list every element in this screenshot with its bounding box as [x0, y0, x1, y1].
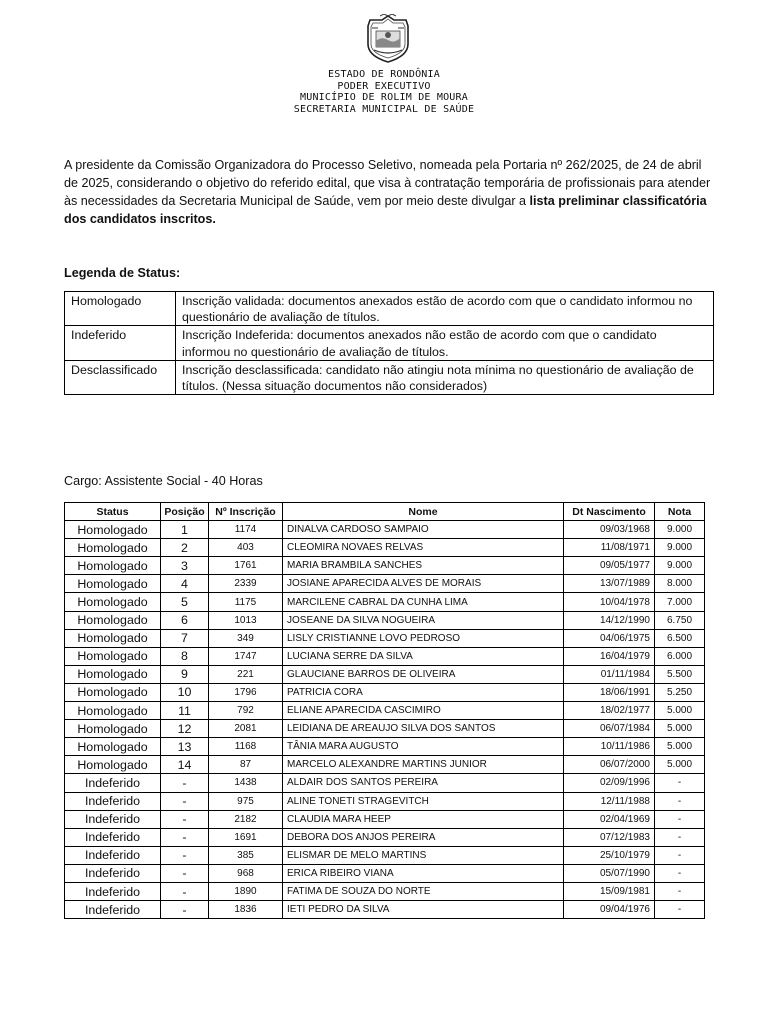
table-row	[65, 647, 705, 665]
cell-status: Indeferido	[65, 901, 161, 919]
cell-score: 9.000	[655, 539, 705, 557]
cell-status: Homologado	[65, 521, 161, 539]
header-line-power: PODER EXECUTIVO	[337, 80, 431, 92]
cell-name: ERICA RIBEIRO VIANA	[283, 864, 564, 882]
cell-name: ALINE TONETI STRAGEVITCH	[283, 792, 564, 810]
cell-registration: 1836	[209, 901, 283, 919]
cell-name: GLAUCIANE BARROS DE OLIVEIRA	[283, 665, 564, 683]
cell-position: 13	[161, 738, 209, 756]
cell-birth-date: 05/07/1990	[564, 864, 655, 882]
cell-registration: 1691	[209, 828, 283, 846]
cell-birth-date: 02/04/1969	[564, 810, 655, 828]
cell-status: Homologado	[65, 683, 161, 701]
header-line-municipality: MUNICÍPIO DE ROLIM DE MOURA	[300, 92, 468, 103]
cell-score: -	[655, 901, 705, 919]
cell-registration: 2182	[209, 810, 283, 828]
table-row	[65, 629, 705, 647]
cell-status: Indeferido	[65, 810, 161, 828]
table-row	[65, 575, 705, 593]
header-line-secretariat: SECRETARIA MUNICIPAL DE SAÚDE	[293, 103, 475, 115]
table-row	[65, 846, 705, 864]
legend-title: Legenda de Status:	[64, 266, 181, 280]
cell-score: -	[655, 792, 705, 810]
table-row	[65, 901, 705, 919]
cell-status: Homologado	[65, 738, 161, 756]
cell-status: Indeferido	[65, 882, 161, 900]
cell-score: -	[655, 810, 705, 828]
cell-birth-date: 10/04/1978	[564, 593, 655, 611]
cell-birth-date: 06/07/1984	[564, 720, 655, 738]
cell-name: CLEOMIRA NOVAES RELVAS	[283, 539, 564, 557]
legend-description: Inscrição Indeferida: documentos anexados não estão de acordo com que o candidato informou no questionário de avaliação de títulos.	[176, 326, 714, 360]
cell-name: FATIMA DE SOUZA DO NORTE	[283, 882, 564, 900]
cell-score: 5.000	[655, 738, 705, 756]
cell-name: MARIA BRAMBILA SANCHES	[283, 557, 564, 575]
table-row	[65, 702, 705, 720]
cell-registration: 1174	[209, 521, 283, 539]
cell-score: 8.000	[655, 575, 705, 593]
cell-birth-date: 06/07/2000	[564, 756, 655, 774]
cell-birth-date: 16/04/1979	[564, 647, 655, 665]
cell-registration: 1890	[209, 882, 283, 900]
cell-position: 12	[161, 720, 209, 738]
legend-description: Inscrição validada: documentos anexados estão de acordo com que o candidato informou no questionário de avaliação de títulos.	[176, 292, 714, 326]
table-row	[65, 720, 705, 738]
cell-name: ELISMAR DE MELO MARTINS	[283, 846, 564, 864]
cell-score: 7.000	[655, 593, 705, 611]
cell-registration: 221	[209, 665, 283, 683]
legend-status: Indeferido	[65, 326, 176, 360]
cell-score: 9.000	[655, 557, 705, 575]
table-row	[65, 828, 705, 846]
cell-status: Homologado	[65, 629, 161, 647]
cell-registration: 1747	[209, 647, 283, 665]
cell-registration: 349	[209, 629, 283, 647]
cell-registration: 1796	[209, 683, 283, 701]
column-header-score: Nota	[655, 503, 705, 521]
legend-description: Inscrição desclassificada: candidato não atingiu nota mínima no questionário de avaliação de títulos. (Nessa situação documentos não considerados)	[176, 360, 714, 394]
cell-birth-date: 09/05/1977	[564, 557, 655, 575]
cell-status: Homologado	[65, 593, 161, 611]
cell-name: IETI PEDRO DA SILVA	[283, 901, 564, 919]
cell-score: -	[655, 864, 705, 882]
cell-name: ALDAIR DOS SANTOS PEREIRA	[283, 774, 564, 792]
cell-status: Indeferido	[65, 792, 161, 810]
cell-status: Homologado	[65, 720, 161, 738]
cell-birth-date: 25/10/1979	[564, 846, 655, 864]
table-row	[65, 774, 705, 792]
cell-status: Indeferido	[65, 774, 161, 792]
cell-score: 5.000	[655, 756, 705, 774]
cell-score: 5.250	[655, 683, 705, 701]
document-header	[0, 69, 768, 115]
column-header-name: Nome	[283, 503, 564, 521]
cell-position: -	[161, 882, 209, 900]
job-position-title: Cargo: Assistente Social - 40 Horas	[64, 474, 263, 488]
cell-position: 7	[161, 629, 209, 647]
cell-status: Homologado	[65, 611, 161, 629]
cell-registration: 87	[209, 756, 283, 774]
cell-name: PATRICIA CORA	[283, 683, 564, 701]
cell-score: 5.000	[655, 702, 705, 720]
cell-score: -	[655, 846, 705, 864]
cell-birth-date: 02/09/1996	[564, 774, 655, 792]
cell-position: 14	[161, 756, 209, 774]
intro-text: A presidente da Comissão Organizadora do Processo Seletivo, nomeada pela Portaria nº 262/2025, de 24 de abril de 2025, considerando o objetivo do referido edital, que visa à contratação temporária de profissionais para atender às necessidades da Secretaria Municipal de Saúde, vem por meio deste divulgar a	[64, 158, 711, 208]
cell-registration: 385	[209, 846, 283, 864]
cell-status: Indeferido	[65, 828, 161, 846]
table-row	[65, 864, 705, 882]
cell-name: CLAUDIA MARA HEEP	[283, 810, 564, 828]
column-header-position: Posição	[161, 503, 209, 521]
cell-position: 3	[161, 557, 209, 575]
cell-registration: 975	[209, 792, 283, 810]
table-row	[65, 521, 705, 539]
cell-score: 9.000	[655, 521, 705, 539]
cell-birth-date: 18/02/1977	[564, 702, 655, 720]
cell-status: Indeferido	[65, 864, 161, 882]
cell-name: JOSEANE DA SILVA NOGUEIRA	[283, 611, 564, 629]
cell-birth-date: 09/03/1968	[564, 521, 655, 539]
cell-birth-date: 04/06/1975	[564, 629, 655, 647]
cell-position: 6	[161, 611, 209, 629]
cell-status: Homologado	[65, 702, 161, 720]
intro-bold-text: lista preliminar classificatória dos candidatos inscritos.	[64, 194, 707, 226]
cell-status: Homologado	[65, 647, 161, 665]
cell-position: -	[161, 774, 209, 792]
coat-of-arms-seal	[364, 14, 412, 64]
cell-birth-date: 18/06/1991	[564, 683, 655, 701]
cell-birth-date: 12/11/1988	[564, 792, 655, 810]
cell-birth-date: 01/11/1984	[564, 665, 655, 683]
legend-row	[65, 360, 714, 394]
cell-position: -	[161, 901, 209, 919]
cell-status: Homologado	[65, 665, 161, 683]
legend-status: Desclassificado	[65, 360, 176, 394]
cell-position: -	[161, 828, 209, 846]
cell-name: DEBORA DOS ANJOS PEREIRA	[283, 828, 564, 846]
cell-name: TÂNIA MARA AUGUSTO	[283, 738, 564, 756]
cell-registration: 2339	[209, 575, 283, 593]
cell-registration: 968	[209, 864, 283, 882]
table-row	[65, 539, 705, 557]
cell-name: MARCILENE CABRAL DA CUNHA LIMA	[283, 593, 564, 611]
legend-row	[65, 292, 714, 326]
cell-score: -	[655, 828, 705, 846]
table-header-row	[65, 503, 705, 521]
cell-score: -	[655, 774, 705, 792]
cell-birth-date: 15/09/1981	[564, 882, 655, 900]
cell-birth-date: 09/04/1976	[564, 901, 655, 919]
table-row	[65, 810, 705, 828]
table-row	[65, 683, 705, 701]
cell-position: 4	[161, 575, 209, 593]
cell-position: -	[161, 810, 209, 828]
cell-name: JOSIANE APARECIDA ALVES DE MORAIS	[283, 575, 564, 593]
table-row	[65, 611, 705, 629]
cell-position: 1	[161, 521, 209, 539]
cell-registration: 1761	[209, 557, 283, 575]
cell-registration: 1438	[209, 774, 283, 792]
table-row	[65, 738, 705, 756]
cell-position: 8	[161, 647, 209, 665]
cell-score: 6.750	[655, 611, 705, 629]
table-row	[65, 665, 705, 683]
cell-status: Homologado	[65, 756, 161, 774]
table-body	[65, 521, 705, 919]
header-line-state: ESTADO DE RONDÔNIA	[328, 69, 440, 80]
table-row	[65, 593, 705, 611]
cell-name: LUCIANA SERRE DA SILVA	[283, 647, 564, 665]
cell-registration: 792	[209, 702, 283, 720]
cell-registration: 403	[209, 539, 283, 557]
table-row	[65, 792, 705, 810]
cell-birth-date: 10/11/1986	[564, 738, 655, 756]
cell-position: 10	[161, 683, 209, 701]
cell-registration: 1175	[209, 593, 283, 611]
table-row	[65, 756, 705, 774]
cell-registration: 1013	[209, 611, 283, 629]
cell-status: Indeferido	[65, 846, 161, 864]
column-header-birth-date: Dt Nascimento	[564, 503, 655, 521]
cell-name: ELIANE APARECIDA CASCIMIRO	[283, 702, 564, 720]
cell-position: 5	[161, 593, 209, 611]
candidates-table	[64, 502, 705, 919]
table-row	[65, 557, 705, 575]
column-header-status: Status	[65, 503, 161, 521]
coat-of-arms-icon	[364, 14, 412, 64]
cell-score: 6.000	[655, 647, 705, 665]
cell-position: -	[161, 864, 209, 882]
cell-birth-date: 11/08/1971	[564, 539, 655, 557]
column-header-registration: Nº Inscrição	[209, 503, 283, 521]
cell-status: Homologado	[65, 539, 161, 557]
cell-birth-date: 07/12/1983	[564, 828, 655, 846]
cell-score: -	[655, 882, 705, 900]
cell-name: DINALVA CARDOSO SAMPAIO	[283, 521, 564, 539]
cell-position: 2	[161, 539, 209, 557]
cell-status: Homologado	[65, 557, 161, 575]
cell-birth-date: 14/12/1990	[564, 611, 655, 629]
cell-position: -	[161, 792, 209, 810]
cell-name: LEIDIANA DE AREAUJO SILVA DOS SANTOS	[283, 720, 564, 738]
intro-paragraph	[64, 156, 714, 228]
cell-position: 9	[161, 665, 209, 683]
cell-status: Homologado	[65, 575, 161, 593]
cell-score: 5.500	[655, 665, 705, 683]
legend-table	[64, 291, 714, 395]
cell-score: 6.500	[655, 629, 705, 647]
table-row	[65, 882, 705, 900]
legend-row	[65, 326, 714, 360]
cell-name: MARCELO ALEXANDRE MARTINS JUNIOR	[283, 756, 564, 774]
cell-name: LISLY CRISTIANNE LOVO PEDROSO	[283, 629, 564, 647]
cell-birth-date: 13/07/1989	[564, 575, 655, 593]
cell-position: 11	[161, 702, 209, 720]
legend-status: Homologado	[65, 292, 176, 326]
cell-registration: 2081	[209, 720, 283, 738]
cell-registration: 1168	[209, 738, 283, 756]
cell-position: -	[161, 846, 209, 864]
cell-score: 5.000	[655, 720, 705, 738]
